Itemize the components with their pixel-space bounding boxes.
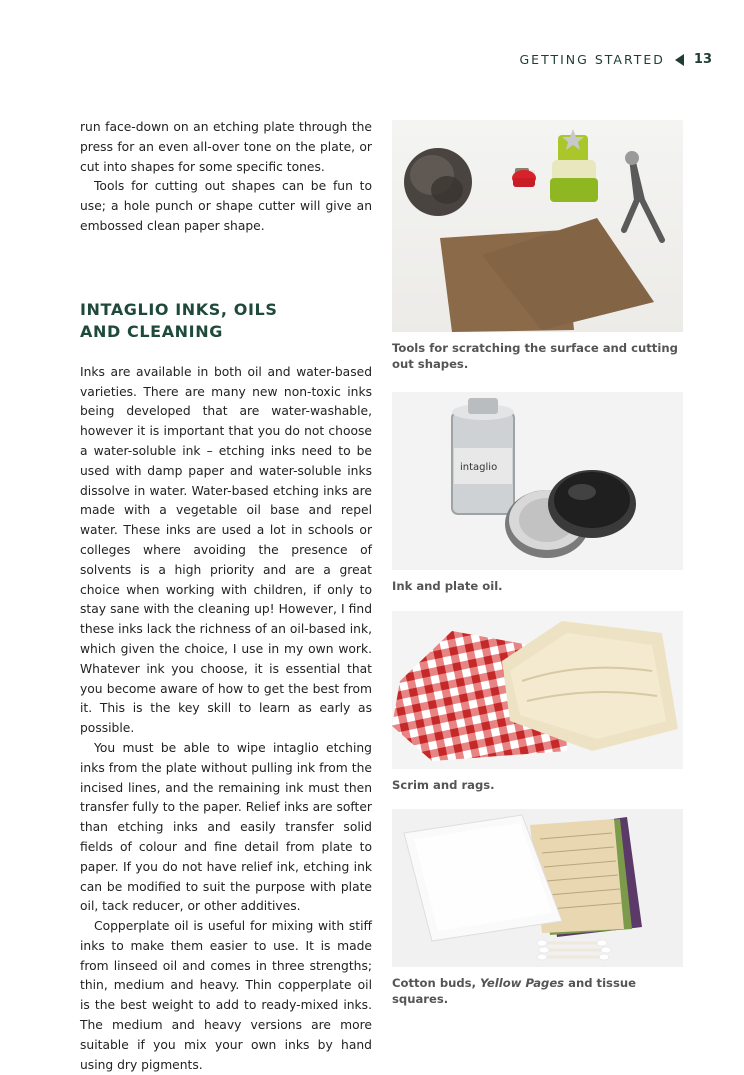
- photo-rags: [392, 611, 683, 769]
- figure-tools: [392, 120, 683, 372]
- figure-ink: [392, 392, 683, 594]
- tin-label: intaglio: [460, 462, 498, 473]
- buds-illustration: [392, 809, 683, 967]
- paragraph: run face-down on an etching plate through the press for an even all-over tone on the plate, or cut into shapes for some specific tones.: [80, 120, 372, 174]
- triangle-left-icon: [675, 54, 684, 66]
- figure-caption: Scrim and rags.: [392, 778, 495, 792]
- red-punch-icon: [512, 168, 536, 187]
- steel-wool-icon: [404, 148, 472, 216]
- oil-can-icon: [452, 398, 514, 514]
- ink-illustration: [392, 392, 683, 570]
- figure-caption: Tools for scratching the surface and cutting out shapes.: [392, 341, 678, 371]
- tools-illustration: [392, 120, 683, 332]
- photo-tools: [392, 120, 683, 332]
- rags-illustration: [392, 611, 683, 769]
- figure-caption: Ink and plate oil.: [392, 579, 503, 593]
- figure-caption: [392, 975, 683, 1007]
- section-heading: [80, 299, 372, 343]
- caption-part: and tissue squares.: [392, 976, 636, 1006]
- section-title: GETTING STARTED: [519, 52, 665, 67]
- paragraph: Copperplate oil is useful for mixing with stiff inks to make them easier to use. It is made from linseed oil and comes in three strengths; thin, medium and heavy. Thin copperplate oil is the best weight to add to ready-mixed inks. The medium and heavy versions are more suitable if you mix your own inks by hand using dry pigments.: [80, 919, 372, 1072]
- paragraph: Inks are available in both oil and water-based varieties. There are many new non-toxic inks being developed that are water-washable, however it is important that you do not choose a water-soluble ink – etching inks need to be used with damp paper and water-soluble inks dissolve in water. Water-based etching inks are made with a vegetable oil base and repel water. These inks are used a lot in schools or colleges where avoiding the presence of solvents is a high priority and are a great choice when working with children, if only to stay sane with the cleaning up! However, I find these inks lack the richness of an oil-based ink, which given the choice, I use in my own work. Whatever ink you choose, it is essential that you become aware of how to get the best from it. This is the key skill to learn as early as possible.: [80, 364, 372, 736]
- caption-part: Cotton buds,: [392, 976, 481, 990]
- running-header: [519, 52, 712, 67]
- section-heading-line: AND CLEANING: [80, 321, 223, 341]
- caption-italic: Yellow Pages: [480, 976, 565, 990]
- paragraph: Tools for cutting out shapes can be fun to use; a hole punch or shape cutter will give an embossed clean paper shape.: [80, 179, 372, 233]
- photo-ink: [392, 392, 683, 570]
- page-number: 13: [693, 52, 712, 67]
- main-text-column: [80, 118, 372, 1075]
- photo-buds: [392, 809, 683, 967]
- section-heading-line: INTAGLIO INKS, OILS: [80, 299, 278, 319]
- paragraph: You must be able to wipe intaglio etching inks from the plate without pulling ink from the incised lines, and the remaining ink must then transfer fully to the paper. Relief inks are softer than etching inks and easily transfer solid fields of colour and fine detail from plate to paper. If you do not have relief ink, etching ink can be modified to suit the purpose with plate oil, tack reducer, or other additives.: [80, 740, 372, 914]
- figure-buds: [392, 809, 683, 1007]
- figure-rags: [392, 611, 683, 793]
